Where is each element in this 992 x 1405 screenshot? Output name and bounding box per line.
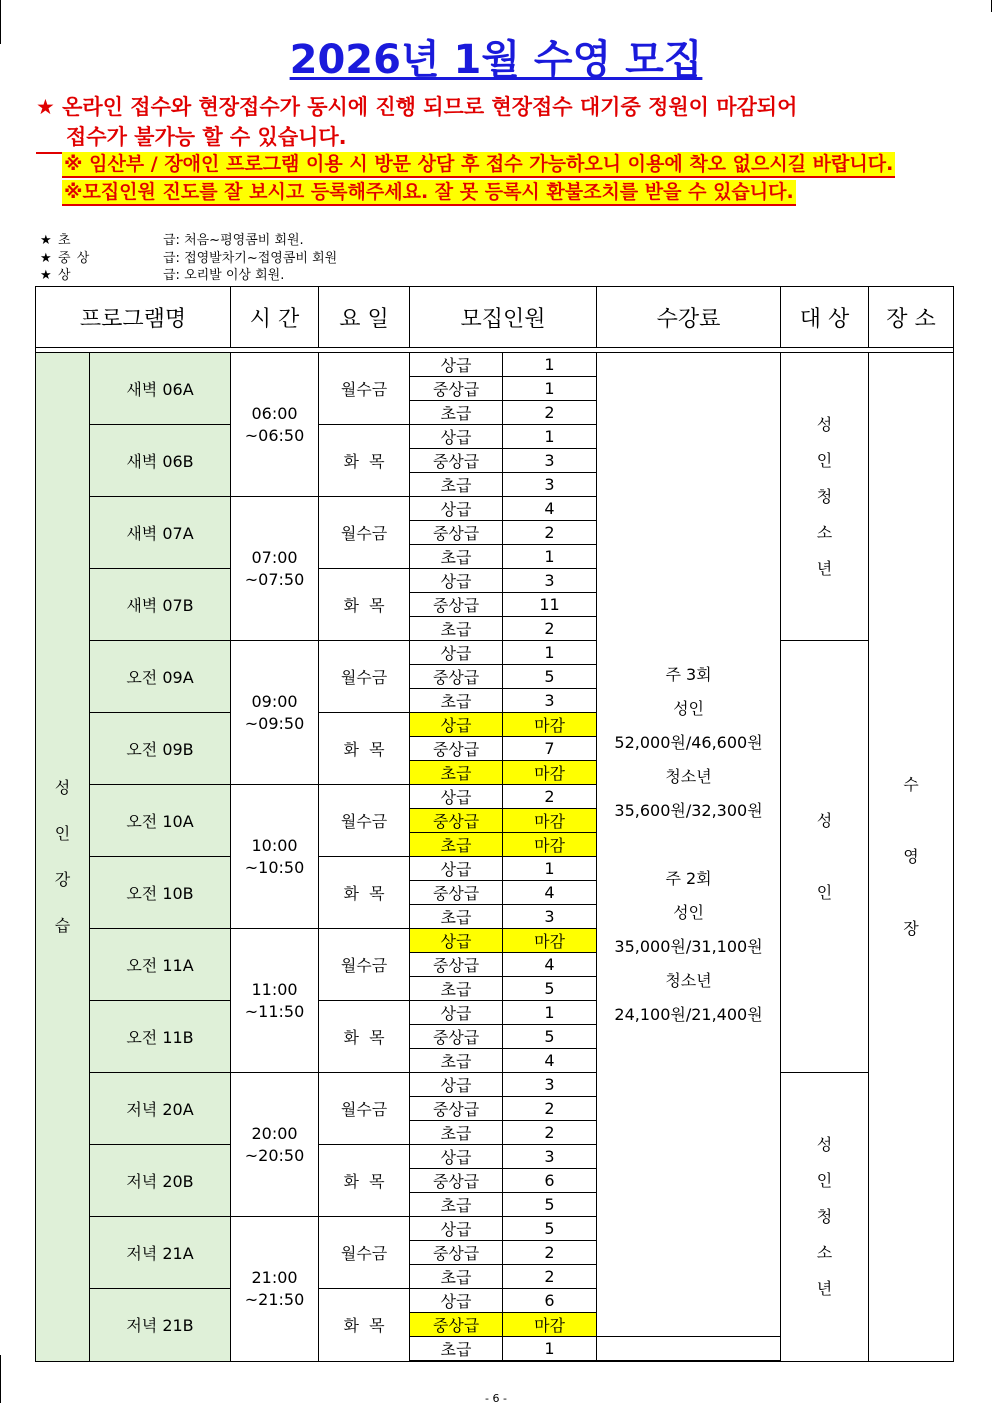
- level-cell: 중상급: [410, 809, 503, 833]
- notice-yellow-2: ※모집인원 진도를 잘 보시고 등록해주세요. 잘 못 등록시 환불조치를 받을 수 있습니다.: [62, 180, 796, 206]
- count-cell: 7: [503, 737, 597, 761]
- count-cell: 2: [503, 521, 597, 545]
- count-cell: 1: [503, 641, 597, 665]
- program-name: 오전 09B: [90, 713, 231, 785]
- time-cell: 09:00 ~09:50: [231, 641, 319, 785]
- count-cell: 5: [503, 665, 597, 689]
- level-cell: 중상급: [410, 1025, 503, 1049]
- day-cell: 월수금: [319, 785, 410, 857]
- level-cell: 상급: [410, 929, 503, 953]
- count-cell: 11: [503, 593, 597, 617]
- time-cell: 11:00 ~11:50: [231, 929, 319, 1073]
- count-cell: 5: [503, 977, 597, 1001]
- count-cell: 마감: [503, 1313, 597, 1337]
- count-cell: 5: [503, 1217, 597, 1241]
- table-row: [36, 1073, 954, 1097]
- level-cell: 초급: [410, 1265, 503, 1289]
- target-cell: 성 인 청 소 년: [781, 1073, 869, 1362]
- level-cell: 상급: [410, 641, 503, 665]
- count-cell: 4: [503, 1049, 597, 1073]
- category-cell: 성 인 강 습: [36, 353, 90, 1362]
- level-cell: 중상급: [410, 449, 503, 473]
- place-cell: 수 영 장: [869, 353, 954, 1362]
- count-cell: 2: [503, 1097, 597, 1121]
- count-cell: 2: [503, 1265, 597, 1289]
- program-name: 오전 11A: [90, 929, 231, 1001]
- count-cell: 2: [503, 617, 597, 641]
- day-cell: 화 목: [319, 1289, 410, 1362]
- day-cell: 화 목: [319, 713, 410, 785]
- level-cell: 상급: [410, 857, 503, 881]
- level-cell: 초급: [410, 761, 503, 785]
- day-cell: 월수금: [319, 353, 410, 425]
- level-cell: 중상급: [410, 1313, 503, 1337]
- count-cell: 2: [503, 1121, 597, 1145]
- legend-desc: 급: 처음~평영콤비 회원.: [163, 233, 304, 248]
- program-name: 새벽 06A: [90, 353, 231, 425]
- program-name: 새벽 07B: [90, 569, 231, 641]
- time-cell: 07:00 ~07:50: [231, 497, 319, 641]
- legend-level: 초: [58, 233, 72, 248]
- level-cell: 초급: [410, 905, 503, 929]
- count-cell: 4: [503, 953, 597, 977]
- level-cell: 상급: [410, 1289, 503, 1313]
- level-cell: 중상급: [410, 1241, 503, 1265]
- time-cell: 10:00 ~10:50: [231, 785, 319, 929]
- count-cell: 1: [503, 377, 597, 401]
- notice-line-2: 접수가 불가능 할 수 있습니다.: [36, 122, 347, 154]
- header-capacity: 모집인원: [410, 287, 597, 348]
- page-title: 2026년 1월 수영 모집: [289, 37, 703, 83]
- table-row: [36, 641, 954, 665]
- day-cell: 월수금: [319, 929, 410, 1001]
- legend-level: 중 상: [58, 251, 91, 266]
- count-cell: 5: [503, 1193, 597, 1217]
- level-cell: 초급: [410, 1121, 503, 1145]
- legend-row: [40, 268, 284, 284]
- level-cell: 상급: [410, 497, 503, 521]
- notice-line-1: 온라인 접수와 현장접수가 동시에 진행 되므로 현장접수 대기중 정원이 마감되어: [62, 95, 798, 119]
- fee-cell: 주 3회 성인 52,000원/46,600원 청소년 35,600원/32,300원 주 2회 성인 35,000원/31,100원 청소년 24,100원/21,400원: [597, 353, 781, 1337]
- level-cell: 상급: [410, 1217, 503, 1241]
- page-number: - 6 -: [485, 1392, 507, 1405]
- level-cell: 중상급: [410, 521, 503, 545]
- level-cell: 상급: [410, 353, 503, 377]
- day-cell: 화 목: [319, 1145, 410, 1217]
- header-target: 대 상: [781, 287, 869, 348]
- star-icon: ★: [36, 95, 55, 119]
- schedule-table: [35, 286, 954, 1362]
- legend-level: 상: [58, 268, 72, 283]
- level-cell: 상급: [410, 1001, 503, 1025]
- level-cell: 중상급: [410, 1097, 503, 1121]
- count-cell: 2: [503, 401, 597, 425]
- star-icon: ★: [40, 268, 52, 283]
- level-cell: 초급: [410, 833, 503, 857]
- fee-cell-bottom: [597, 1337, 781, 1362]
- count-cell: 1: [503, 353, 597, 377]
- level-cell: 초급: [410, 1049, 503, 1073]
- level-cell: 상급: [410, 425, 503, 449]
- day-cell: 월수금: [319, 1073, 410, 1145]
- legend-row: [40, 251, 337, 267]
- program-name: 저녁 21A: [90, 1217, 231, 1289]
- count-cell: 마감: [503, 929, 597, 953]
- count-cell: 1: [503, 425, 597, 449]
- count-cell: 2: [503, 1241, 597, 1265]
- program-name: 저녁 21B: [90, 1289, 231, 1362]
- count-cell: 3: [503, 905, 597, 929]
- count-cell: 1: [503, 1001, 597, 1025]
- level-cell: 초급: [410, 545, 503, 569]
- count-cell: 4: [503, 497, 597, 521]
- level-cell: 초급: [410, 977, 503, 1001]
- notice-yellow-1: ※ 임산부 / 장애인 프로그램 이용 시 방문 상담 후 접수 가능하오니 이용에 착오 없으시길 바랍니다.: [62, 152, 895, 178]
- legend-desc: 급: 접영발차기~접영콤비 회원: [163, 251, 338, 266]
- time-cell: 06:00 ~06:50: [231, 353, 319, 497]
- day-cell: 화 목: [319, 425, 410, 497]
- star-icon: ★: [40, 233, 52, 248]
- level-cell: 중상급: [410, 377, 503, 401]
- day-cell: 화 목: [319, 857, 410, 929]
- count-cell: 3: [503, 689, 597, 713]
- count-cell: 3: [503, 1145, 597, 1169]
- program-name: 오전 10B: [90, 857, 231, 929]
- count-cell: 5: [503, 1025, 597, 1049]
- program-name: 새벽 06B: [90, 425, 231, 497]
- level-cell: 상급: [410, 1145, 503, 1169]
- level-cell: 초급: [410, 617, 503, 641]
- count-cell: 3: [503, 449, 597, 473]
- level-cell: 중상급: [410, 953, 503, 977]
- count-cell: 1: [503, 545, 597, 569]
- table-row: [36, 353, 954, 377]
- program-name: 새벽 07A: [90, 497, 231, 569]
- count-cell: 1: [503, 1337, 597, 1362]
- target-cell: 성 인 청 소 년: [781, 353, 869, 641]
- level-cell: 상급: [410, 569, 503, 593]
- legend-desc: 급: 오리발 이상 회원.: [163, 268, 285, 283]
- day-cell: 월수금: [319, 1217, 410, 1289]
- header-place: 장 소: [869, 287, 954, 348]
- level-cell: 초급: [410, 401, 503, 425]
- count-cell: 마감: [503, 833, 597, 857]
- header-program: 프로그램명: [36, 287, 231, 348]
- table-header-row: [36, 287, 954, 348]
- time-cell: 21:00 ~21:50: [231, 1217, 319, 1362]
- count-cell: 마감: [503, 713, 597, 737]
- program-name: 오전 11B: [90, 1001, 231, 1073]
- count-cell: 4: [503, 881, 597, 905]
- count-cell: 3: [503, 473, 597, 497]
- notice-red: [36, 92, 797, 154]
- count-cell: 6: [503, 1169, 597, 1193]
- count-cell: 3: [503, 569, 597, 593]
- level-cell: 상급: [410, 713, 503, 737]
- day-cell: 월수금: [319, 641, 410, 713]
- level-cell: 초급: [410, 1337, 503, 1362]
- count-cell: 3: [503, 1073, 597, 1097]
- level-cell: 중상급: [410, 737, 503, 761]
- header-time: 시 간: [231, 287, 319, 348]
- legend-row: [40, 233, 304, 249]
- level-cell: 상급: [410, 785, 503, 809]
- day-cell: 화 목: [319, 569, 410, 641]
- count-cell: 2: [503, 785, 597, 809]
- count-cell: 6: [503, 1289, 597, 1313]
- level-cell: 중상급: [410, 1169, 503, 1193]
- program-name: 오전 10A: [90, 785, 231, 857]
- count-cell: 마감: [503, 809, 597, 833]
- level-cell: 중상급: [410, 593, 503, 617]
- target-cell: 성 인: [781, 641, 869, 1073]
- level-cell: 초급: [410, 1193, 503, 1217]
- program-name: 저녁 20A: [90, 1073, 231, 1145]
- star-icon: ★: [40, 251, 52, 266]
- level-cell: 중상급: [410, 665, 503, 689]
- count-cell: 1: [503, 857, 597, 881]
- count-cell: 마감: [503, 761, 597, 785]
- table-body: [36, 348, 954, 1362]
- level-cell: 초급: [410, 473, 503, 497]
- program-name: 저녁 20B: [90, 1145, 231, 1217]
- level-cell: 중상급: [410, 881, 503, 905]
- time-cell: 20:00 ~20:50: [231, 1073, 319, 1217]
- day-cell: 월수금: [319, 497, 410, 569]
- level-cell: 초급: [410, 689, 503, 713]
- header-fee: 수강료: [597, 287, 781, 348]
- program-name: 오전 09A: [90, 641, 231, 713]
- header-day: 요 일: [319, 287, 410, 348]
- level-cell: 상급: [410, 1073, 503, 1097]
- day-cell: 화 목: [319, 1001, 410, 1073]
